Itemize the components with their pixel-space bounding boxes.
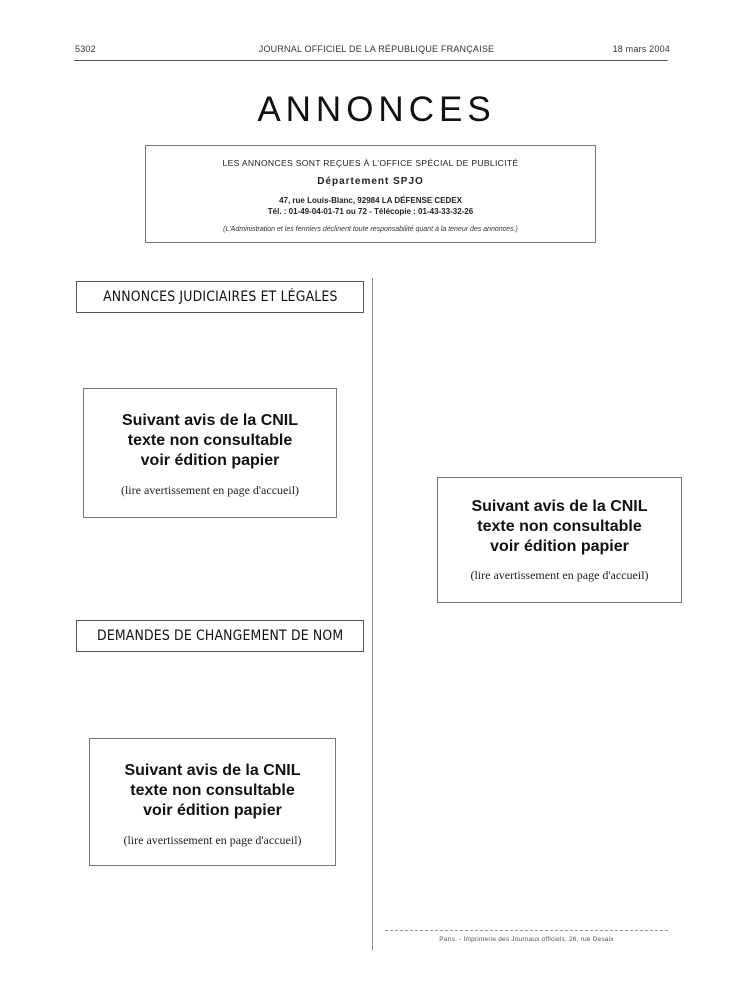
column-divider [372,278,373,950]
notice-warning: (lire avertissement en page d'accueil) [123,833,302,847]
info-box [145,145,596,243]
header-date: 18 mars 2004 [612,44,670,54]
header-rule [74,60,668,61]
notice-line-3: voir édition papier [143,802,282,819]
section-header-label: DEMANDES DE CHANGEMENT DE NOM [96,628,344,644]
section-header-label: ANNONCES JUDICIAIRES ET LÉGALES [102,289,338,305]
notice-warning: (lire avertissement en page d'accueil) [120,483,300,497]
cnil-notice [83,388,337,518]
section-header-judiciaires [76,281,364,313]
notice-line-1: Suivant avis de la CNIL [124,762,301,779]
info-reception-line: LES ANNONCES SONT REÇUES À L'OFFICE SPÉCIAL DE PUBLICITÉ [222,158,519,168]
info-address: 47, rue Louis-Blanc, 92984 LA DÉFENSE CEDEX [279,196,462,205]
cnil-notice [437,477,682,603]
info-department: Département SPJO [317,176,424,187]
info-disclaimer: (L'Administration et les fermiers déclinent toute responsabilité quant à la teneur des annonces.) [223,226,518,233]
cnil-notice [89,738,336,866]
notice-line-2: texte non consultable [477,518,642,535]
notice-warning: (lire avertissement en page d'accueil) [470,568,649,582]
notice-line-2: texte non consultable [130,782,295,799]
printer-footer: Paris. - Imprimerie des Journaux officiels, 26, rue Desaix [439,936,614,943]
notice-line-1: Suivant avis de la CNIL [471,498,648,515]
notice-line-1: Suivant avis de la CNIL [121,412,299,429]
page-title: ANNONCES [257,90,496,129]
journal-title: JOURNAL OFFICIEL DE LA RÉPUBLIQUE FRANÇAISE [258,44,495,54]
notice-line-3: voir édition papier [140,452,280,469]
section-header-changement-nom [76,620,364,652]
notice-line-3: voir édition papier [490,538,629,555]
notice-line-2: texte non consultable [127,432,293,449]
footer-rule [385,930,668,931]
info-phone: Tél. : 01-49-04-01-71 ou 72 - Télécopie : 01-43-33-32-26 [267,207,474,216]
page-number: 5302 [75,44,96,54]
